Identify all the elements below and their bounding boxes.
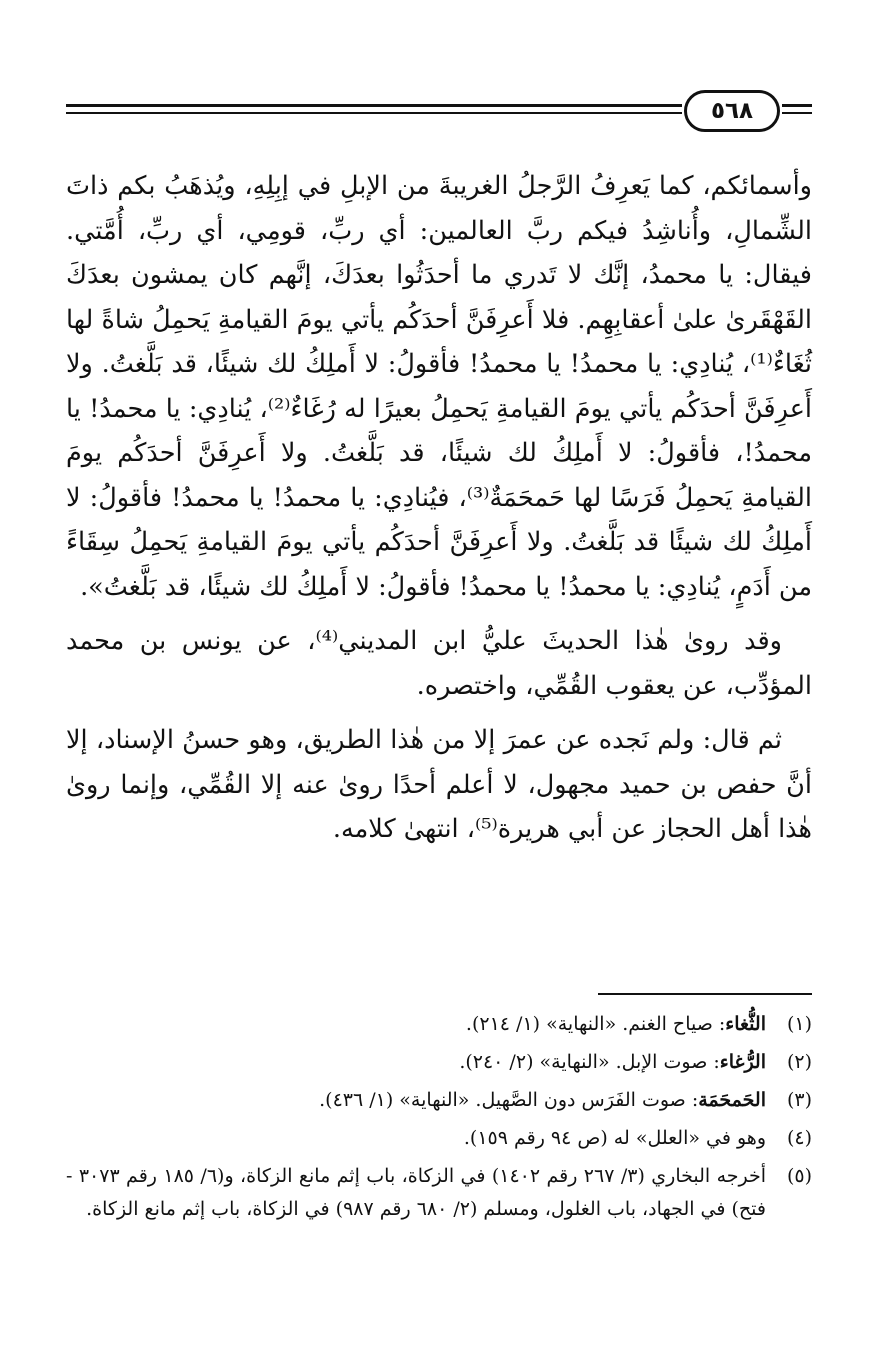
footnote-body: : صياح الغنم. «النهاية» (١/ ٢١٤). xyxy=(465,1013,726,1035)
footnote-term: الحَمحَمَة xyxy=(698,1089,766,1111)
header-rule xyxy=(66,104,682,107)
footnote xyxy=(66,1122,812,1155)
footnote-text xyxy=(66,1160,766,1226)
footnote-term: الثُّغاء xyxy=(725,1013,766,1035)
footnote-text xyxy=(66,1008,766,1041)
footnote-number: (٢) xyxy=(786,1051,812,1073)
paragraph: ثم قال: ولم نَجده عن عمرَ إلا من هٰذا الطريق، وهو حسنُ الإسناد، إلا أنَّ حفص بن حميد مجهول، لا أعلم أحدًا روىٰ عنه إلا القُمِّي، وإنما روىٰ هٰذا أهل الحجاز عن أبي هريرة⁽⁵⁾، انتهىٰ كلامه. xyxy=(66,725,812,844)
footnotes xyxy=(66,1008,812,1231)
page-number: ٥٦٨ xyxy=(684,90,780,132)
header-rule-thin xyxy=(66,112,682,114)
footnote-number: (٥) xyxy=(786,1165,812,1187)
footnote-text xyxy=(66,1084,766,1117)
header-rule-right xyxy=(782,104,812,107)
footnote xyxy=(66,1084,812,1117)
footnote-body: : صوت الإبل. «النهاية» (٢/ ٢٤٠). xyxy=(459,1051,720,1073)
footnote-body: أخرجه البخاري (٣/ ٢٦٧ رقم ١٤٠٢) في الزكاة، باب إثم مانع الزكاة، و(٦/ ١٨٥ رقم ٣٠٧٣ - فتح) في الجهاد، باب الغلول، ومسلم (٢/ ٦٨٠ رقم ٩٨٧) في الزكاة، باب إثم مانع الزكاة. xyxy=(66,1165,767,1220)
footnote-body: وهو في «العلل» له (ص ٩٤ رقم ١٥٩). xyxy=(463,1127,766,1149)
footnote xyxy=(66,1008,812,1041)
footnote-separator xyxy=(598,993,812,995)
page-header xyxy=(66,90,812,134)
footnote-text xyxy=(66,1046,766,1079)
main-text xyxy=(66,164,812,852)
footnote-body: : صوت الفَرَس دون الصَّهيل. «النهاية» (١/ ٤٣٦). xyxy=(319,1089,699,1111)
footnote-number: (٤) xyxy=(786,1127,812,1149)
paragraph: وأسمائكم، كما يَعرِفُ الرَّجلُ الغريبةَ من الإبلِ في إبِلِهِ، ويُذهَبُ بكم ذاتَ الشِّمالِ، وأُناشِدُ فيكم ربَّ العالمين: أي ربِّ، قومِي، أي ربِّ، أُمَّتي. فيقال: يا محمدُ، إنَّك لا تَدري ما أحدَثُوا بعدَكَ، إنَّهم كان يمشون بعدَكَ القَهْقَرىٰ علىٰ أعقابِهِم. فلا أَعرِفَنَّ أحدَكُم يأتي يومَ القيامةِ يَحمِلُ شاةً لها ثُغَاءٌ⁽¹⁾، يُنادِي: يا محمدُ! يا محمدُ! فأقولُ: لا أَملِكُ لك شيئًا، قد بَلَّغتُ. ولا أَعرِفَنَّ أحدَكُم يأتي يومَ القيامةِ يَحمِلُ بعيرًا له رُغَاءٌ⁽²⁾، يُنادِي: يا محمدُ! يا محمدُ!، فأقولُ: لا أَملِكُ لك شيئًا، قد بَلَّغتُ. ولا أَعرِفَنَّ أحدَكُم يومَ القيامةِ يَحمِلُ فَرَسًا لها حَمحَمَةٌ⁽³⁾، فيُنادِي: يا محمدُ! يا محمدُ! فأقولُ: لا أَملِكُ لك شيئًا قد بَلَّغتُ. ولا أَعرِفَنَّ أحدَكُم يأتي يومَ القيامةِ يَحمِلُ سِقَاءً من أَدَمٍ، يُنادِي: يا محمدُ! يا محمدُ! فأقولُ: لا أَملِكُ لك شيئًا، قد بَلَّغتُ». xyxy=(66,171,812,602)
footnote-number: (٣) xyxy=(786,1089,812,1111)
footnote-text xyxy=(66,1122,766,1155)
footnote xyxy=(66,1160,812,1226)
paragraph: وقد روىٰ هٰذا الحديثَ عليُّ ابن المديني⁽⁴⁾، عن يونس بن محمد المؤدِّب، عن يعقوب القُمِّي، واختصره. xyxy=(66,626,812,701)
footnote-term: الرُّغاء xyxy=(719,1051,766,1073)
header-rule-right-thin xyxy=(782,112,812,114)
footnote-number: (١) xyxy=(786,1013,812,1035)
footnote xyxy=(66,1046,812,1079)
